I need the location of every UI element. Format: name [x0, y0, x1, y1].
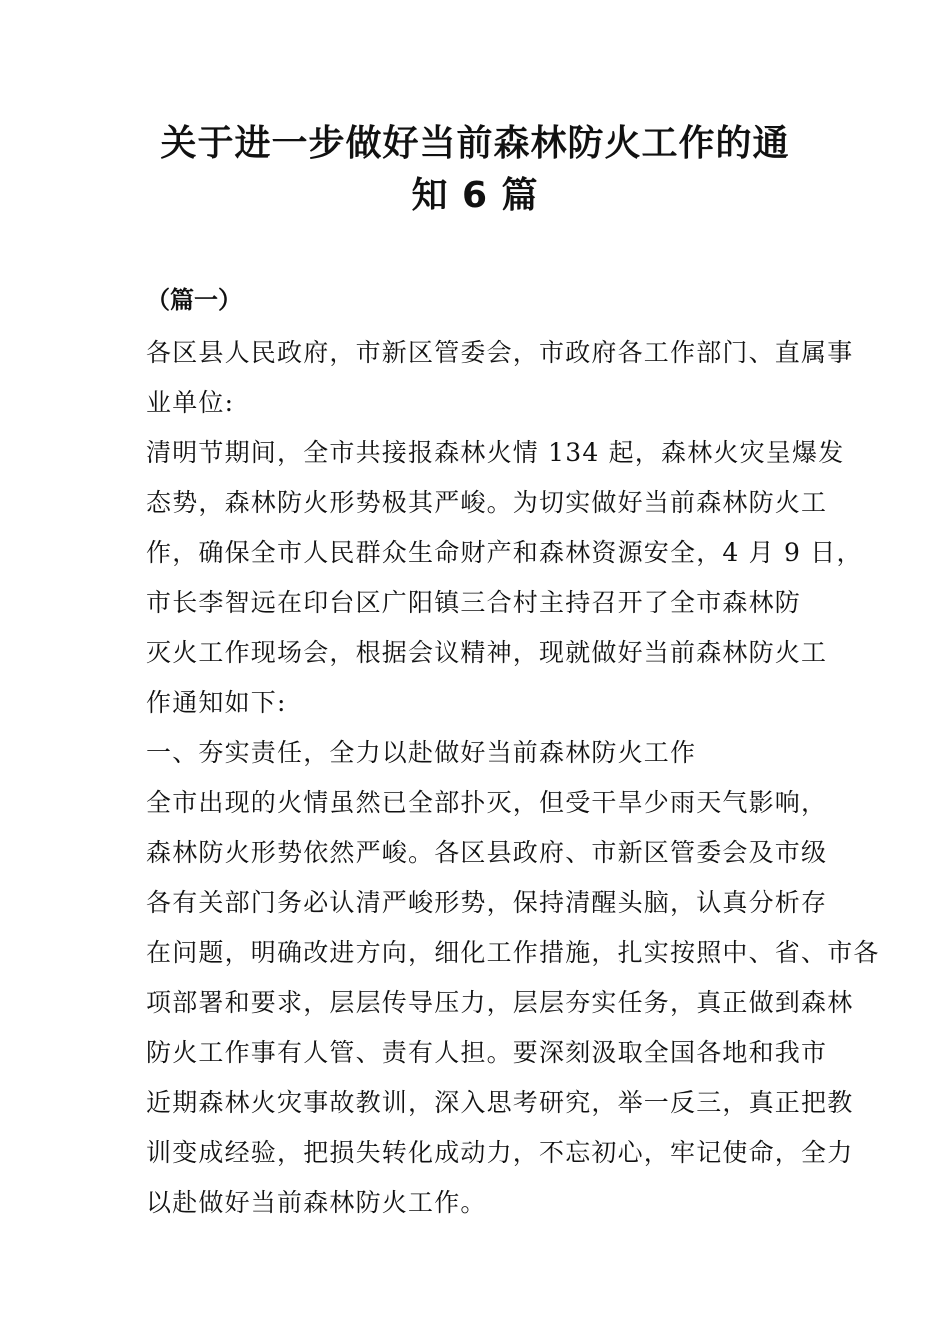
- body-line: 态势，森林防火形势极其严峻。为切实做好当前森林防火工: [146, 488, 828, 517]
- body-line: 各有关部门务必认清严峻形势，保持清醒头脑，认真分析存: [146, 888, 828, 917]
- body-line: 作，确保全市人民群众生命财产和森林资源安全，4 月 9 日，: [146, 538, 863, 567]
- body-line: 近期森林火灾事故教训，深入思考研究，举一反三，真正把教: [146, 1088, 854, 1117]
- body-line: 在问题，明确改进方向，细化工作措施，扎实按照中、省、市各: [146, 938, 880, 967]
- body-line: 训变成经验，把损失转化成动力，不忘初心，牢记使命，全力: [146, 1138, 854, 1167]
- section-label: （篇一）: [146, 286, 242, 314]
- body-line: 各区县人民政府，市新区管委会，市政府各工作部门、直属事: [146, 338, 854, 367]
- document-title: [140, 118, 810, 222]
- body-line: 市长李智远在印台区广阳镇三合村主持召开了全市森林防: [146, 588, 802, 617]
- body-line: 森林防火形势依然严峻。各区县政府、市新区管委会及市级: [146, 838, 828, 867]
- section-heading: 一、夯实责任，全力以赴做好当前森林防火工作: [146, 738, 697, 767]
- body-line: 全市出现的火情虽然已全部扑灭，但受干旱少雨天气影响，: [146, 788, 828, 817]
- body-line: 以赴做好当前森林防火工作。: [146, 1188, 487, 1217]
- body-line: 清明节期间，全市共接报森林火情 134 起，森林火灾呈爆发: [146, 438, 845, 467]
- title-line-2: 知 6 篇: [411, 175, 539, 216]
- body-line: 防火工作事有人管、责有人担。要深刻汲取全国各地和我市: [146, 1038, 828, 1067]
- body-line: 作通知如下:: [146, 688, 287, 717]
- document-body: [146, 278, 880, 1228]
- body-line: 灭火工作现场会，根据会议精神，现就做好当前森林防火工: [146, 638, 828, 667]
- title-line-1: 关于进一步做好当前森林防火工作的通: [160, 123, 790, 164]
- body-line: 项部署和要求，层层传导压力，层层夯实任务，真正做到森林: [146, 988, 854, 1017]
- body-line: 业单位:: [146, 388, 235, 417]
